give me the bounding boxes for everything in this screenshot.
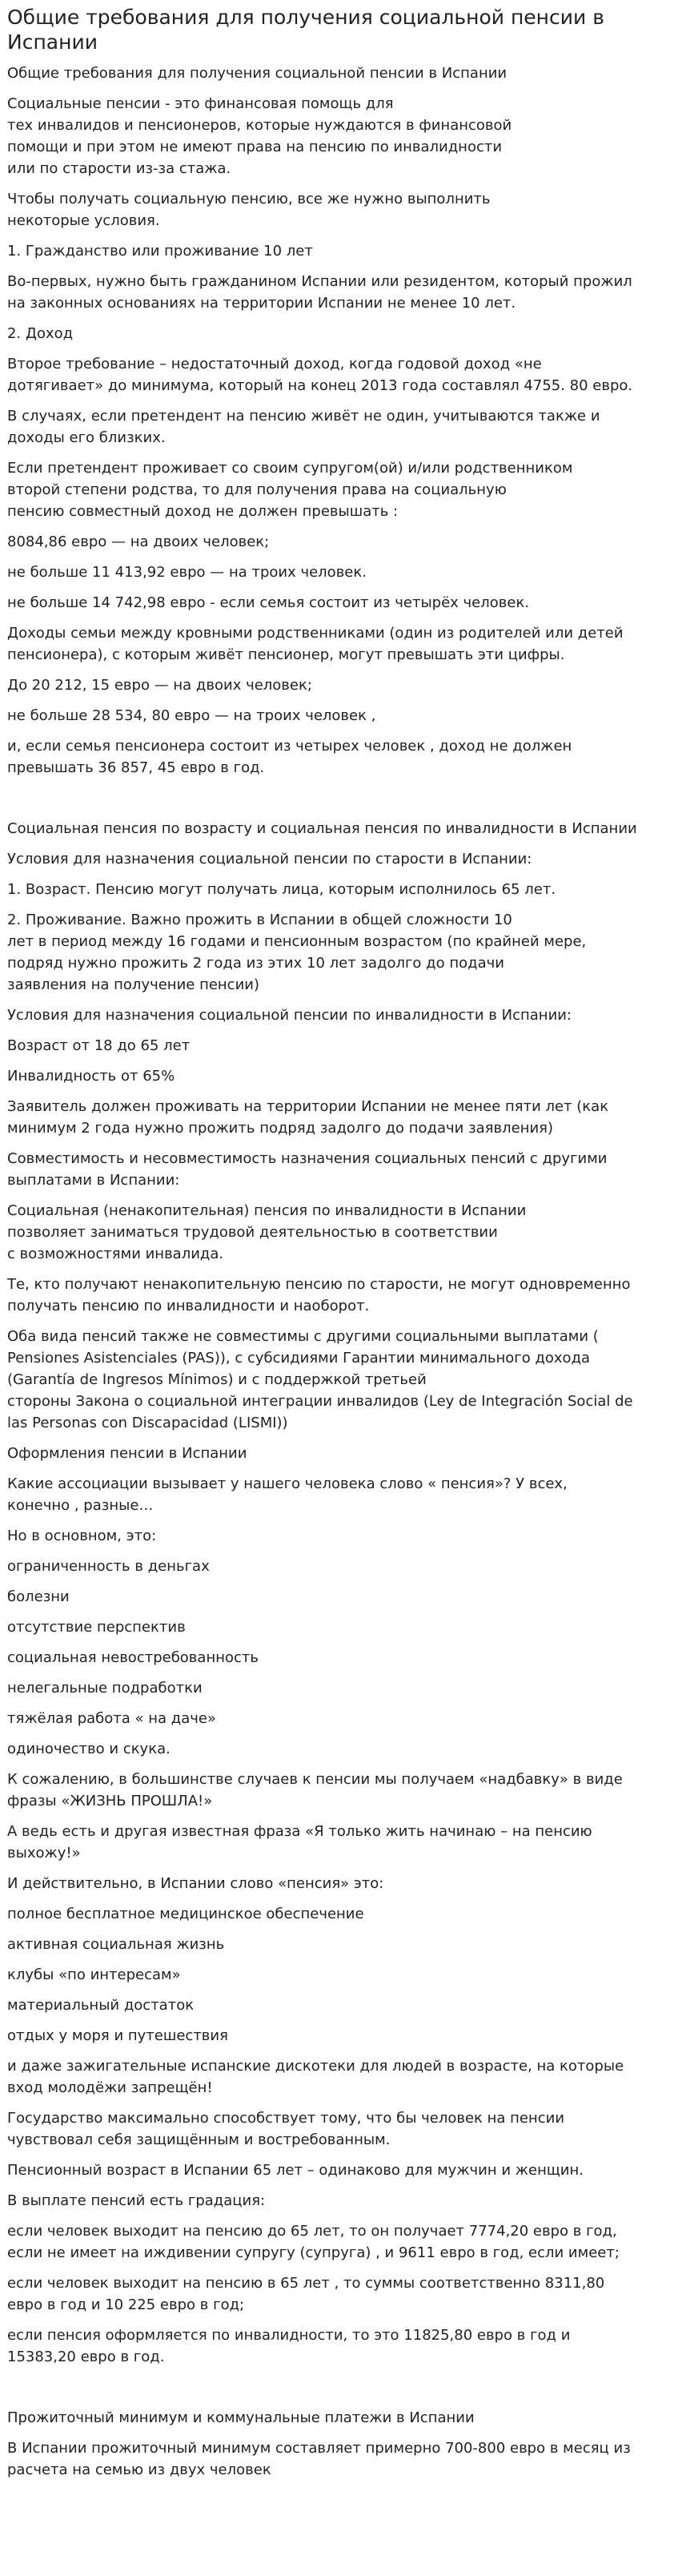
paragraph: В выплате пенсий есть градация: <box>7 2192 266 2209</box>
paragraph: 2. Проживание. Важно прожить в Испании в общей сложности 10 лет в период между 16 годами и пенсионным возрастом (по крайней мере, подряд нужно прожить 2 года из этих 10 лет задолго до подачи заявления на получение пенсии) <box>7 912 587 993</box>
paragraph: Какие ассоциации вызывает у нашего человека слово « пенсия»? У всех, конечно , разные… <box>7 1475 568 1514</box>
paragraph: Условия для назначения социальной пенсии по старости в Испании: <box>7 851 532 867</box>
paragraph: не больше 11 413,92 евро — на троих человек. <box>7 564 367 581</box>
section-gap <box>7 787 672 818</box>
paragraph: не больше 28 534, 80 евро — на троих человек , <box>7 707 376 724</box>
paragraph: 8084,86 евро — на двоих человек; <box>7 533 270 550</box>
paragraph: 1. Возраст. Пенсию могут получать лица, которым исполнилось 65 лет. <box>7 881 556 898</box>
paragraph: социальная невостребованность <box>7 1649 259 1666</box>
article <box>0 5 678 2481</box>
paragraph: Второе требование – недостаточный доход, когда годовой доход «не дотягивает» до минимума, который на конец 2013 года составлял 4755. 80 евро. <box>7 356 633 394</box>
paragraph: Совместимость и несовместимость назначения социальных пенсий с другими выплатами в Испании: <box>7 1150 608 1189</box>
paragraph: активная социальная жизнь <box>7 1936 225 1953</box>
paragraph: Общие требования для получения социальной пенсии в Испании <box>7 65 507 82</box>
paragraph: если человек выходит на пенсию до 65 лет, то он получает 7774,20 евро в год, если не имеет на иждивении супругу (супруга) , и 9611 евро в год, если имеет; <box>7 2223 620 2261</box>
paragraph: клубы «по интересам» <box>7 1966 181 1983</box>
paragraph: полное бесплатное медицинское обеспечение <box>7 1906 364 1922</box>
paragraph: материальный достаток <box>7 1997 195 2014</box>
paragraph: не больше 14 742,98 евро - если семья состоит из четырёх человек. <box>7 594 530 611</box>
paragraph: Доходы семьи между кровными родственниками (один из родителей или детей пенсионера), с которым живёт пенсионер, могут превышать эти цифры. <box>7 625 624 663</box>
paragraph: Социальные пенсии - это финансовая помощь для тех инвалидов и пенсионеров, которые нуждаются в финансовой помощи и при этом не имеют права на пенсию по инвалидности или по старости из-за стажа. <box>7 95 512 177</box>
paragraph: В Испании прожиточный минимум составляет примерно 700-800 евро в месяц из расчета на семью из двух человек <box>7 2440 631 2478</box>
paragraph: Если претендент проживает со своим супругом(ой) и/или родственником второй степени родства, то для получения права на социальную пенсию совместный доход не должен превышать : <box>7 460 573 520</box>
paragraph: Инвалидность от 65% <box>7 1068 175 1085</box>
paragraph: 1. Гражданство или проживание 10 лет <box>7 243 313 260</box>
paragraph: До 20 212, 15 евро — на двоих человек; <box>7 677 312 694</box>
paragraph: нелегальные подработки <box>7 1680 203 1697</box>
paragraph: Во-первых, нужно быть гражданином Испании или резидентом, который прожил на законных основаниях на территории Испании не менее 10 лет. <box>7 273 632 312</box>
paragraph: ограниченность в деньгах <box>7 1558 210 1575</box>
paragraph: Социальная пенсия по возрасту и социальная пенсия по инвалидности в Испании <box>7 820 637 837</box>
paragraph: Заявитель должен проживать на территории Испании не менее пяти лет (как минимум 2 года нужно прожить подряд задолго до подачи заявления) <box>7 1098 609 1137</box>
paragraph: Условия для назначения социальной пенсии по инвалидности в Испании: <box>7 1007 572 1024</box>
paragraph: и, если семья пенсионера состоит из четырех человек , доход не должен превышать 36 857, 45 евро в год. <box>7 738 572 776</box>
paragraph: Но в основном, это: <box>7 1527 157 1544</box>
paragraph: Чтобы получать социальную пенсию, все же нужно выполнить некоторые условия. <box>7 191 491 229</box>
paragraph: Социальная (ненакопительная) пенсия по инвалидности в Испании позволяет заниматься трудовой деятельностью в соответствии с возможностями инвалида. <box>7 1202 527 1262</box>
paragraph: Прожиточный минимум и коммунальные платежи в Испании <box>7 2409 475 2426</box>
paragraph: если человек выходит на пенсию в 65 лет , то суммы соответственно 8311,80 евро в год и 10 225 евро в год; <box>7 2275 605 2313</box>
paragraph: В случаях, если претендент на пенсию живёт не один, учитываются также и доходы его близких. <box>7 408 600 446</box>
paragraph: И действительно, в Испании слово «пенсия» это: <box>7 1875 384 1892</box>
paragraph: Пенсионный возраст в Испании 65 лет – одинаково для мужчин и женщин. <box>7 2162 584 2179</box>
paragraph: Те, кто получают ненакопительную пенсию по старости, не могут одновременно получать пенсию по инвалидности и наоборот. <box>7 1276 631 1314</box>
paragraph: 2. Доход <box>7 325 74 342</box>
paragraph: К сожалению, в большинстве случаев к пенсии мы получаем «надбавку» в виде фразы «ЖИЗНЬ ПРОШЛА!» <box>7 1771 623 1809</box>
page-title: Общие требования для получения социальной пенсии в Испании <box>7 6 604 54</box>
paragraph: болезни <box>7 1588 70 1605</box>
paragraph: отсутствие перспектив <box>7 1619 186 1636</box>
paragraph: отдых у моря и путешествия <box>7 2027 228 2044</box>
paragraph: одиночество и скука. <box>7 1741 171 1757</box>
paragraph: Оформления пенсии в Испании <box>7 1445 247 1462</box>
paragraph: Государство максимально способствует тому, что бы человек на пенсии чувствовал себя защищённым и востребованным. <box>7 2110 565 2148</box>
paragraph: Возраст от 18 до 65 лет <box>7 1037 191 1054</box>
paragraph: тяжёлая работа « на даче» <box>7 1710 216 1727</box>
paragraph: если пенсия оформляется по инвалидности, то это 11825,80 евро в год и 15383,20 евро в год. <box>7 2327 571 2365</box>
paragraph: и даже зажигательные испанские дискотеки для людей в возрасте, на которые вход молодёжи запрещён! <box>7 2058 624 2096</box>
paragraph: А ведь есть и другая известная фраза «Я только жить начинаю – на пенсию выхожу!» <box>7 1823 592 1862</box>
article-body <box>7 62 672 2481</box>
paragraph: Оба вида пенсий также не совместимы с другими социальными выплатами ( Pensiones Asistenciales (PAS)), с субсидиями Гарантии минимального дохода (Garantía de Ingresos Mínimos) и с поддержкой третьей стороны Закона о социальной интеграции инвалидов (Ley de Integración Social de las Personas con Discapacidad (LISMI)) <box>7 1328 633 1431</box>
section-gap <box>7 2377 672 2407</box>
